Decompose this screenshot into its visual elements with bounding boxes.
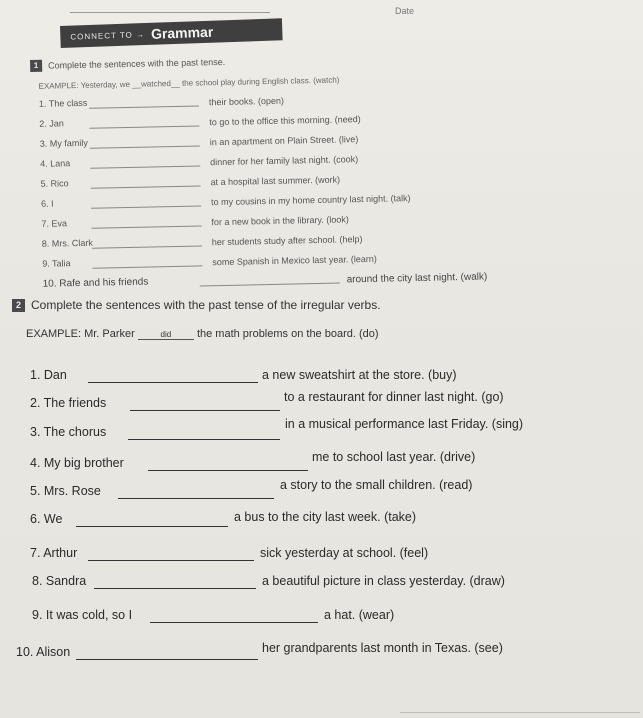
answer-blank[interactable] [130,410,280,411]
item-label: 8. Sandra [32,574,87,588]
item-text: to my cousins in my home country last night. (talk) [210,193,411,208]
item-label: 1. Dan [30,368,67,382]
item-text: to a restaurant for dinner last night. (go) [284,390,504,404]
answer-blank[interactable] [150,622,318,623]
item-label: 2. The friends [30,396,107,410]
item-text: in a musical performance last Friday. (sing) [285,417,524,431]
exercise-item [32,574,505,588]
item-label: 4. Lana [40,158,71,169]
section-2-number: 2 [12,299,25,312]
answer-blank[interactable] [148,470,308,471]
answer-blank[interactable] [91,205,201,208]
item-label: 2. Jan [39,118,64,129]
item-text: a hat. (wear) [324,608,395,622]
exercise-item [30,478,473,498]
answer-blank[interactable] [76,659,258,660]
answer-blank[interactable] [88,382,258,383]
item-label: 8. Mrs. Clark [41,237,93,249]
answer-blank[interactable] [92,245,202,248]
item-text: a bus to the city last week. (take) [234,510,417,524]
item-text: their books. (open) [208,95,285,108]
section-1 [30,48,595,299]
section-1-instruction: Complete the sentences with the past tense. [48,56,226,71]
item-text: dinner for her family last night. (cook) [210,154,359,168]
item-label: 10. Alison [16,645,71,659]
exercise-item [16,641,503,659]
item-label: 6. I [40,198,54,209]
item-text: to go to the office this morning. (need) [209,114,361,128]
item-text: her students study after school. (help) [211,234,363,248]
grammar-banner [60,18,283,48]
item-label: 6. We [30,512,63,526]
exercise-item [30,417,524,439]
item-label: 9. It was cold, so I [32,608,133,622]
item-label: 10. Rafe and his friends [42,276,149,290]
answer-blank[interactable] [76,526,228,527]
item-label: 5. Mrs. Rose [30,484,101,498]
banner-title: Grammar [150,23,214,42]
exercise-item [30,390,504,410]
answer-blank[interactable] [92,265,202,268]
answer-blank[interactable] [90,145,200,148]
section-2-example [26,328,632,340]
item-text: some Spanish in Mexico last year. (learn) [212,253,377,268]
item-label: 7. Eva [41,218,68,229]
answer-blank[interactable] [200,283,340,287]
example-suffix: the math problems on the board. (do) [196,328,379,340]
item-label: 1. The class [38,97,88,109]
answer-blank[interactable] [88,560,254,561]
item-label: 3. The chorus [30,425,107,439]
answer-blank[interactable] [94,588,256,589]
item-text: her grandparents last month in Texas. (see) [262,641,503,655]
exercise-item [30,546,429,560]
banner-small-text: CONNECT TO → [70,29,146,42]
item-label: 7. Arthur [30,546,78,560]
item-label: 5. Rico [40,178,69,189]
section-1-items [31,87,595,299]
item-text: a new sweatshirt at the store. (buy) [262,368,457,382]
item-text: around the city last night. (walk) [346,271,488,286]
item-label: 4. My big brother [30,456,124,470]
section-2-heading [12,298,632,312]
answer-blank[interactable] [89,125,199,128]
example-prefix: EXAMPLE: Mr. Parker [26,328,135,340]
example-answer: did [138,330,194,340]
item-text: for a new book in the library. (look) [211,214,349,228]
item-text: in an apartment on Plain Street. (live) [209,134,359,148]
item-text: sick yesterday at school. (feel) [260,546,429,560]
date-label: Date [395,6,415,16]
answer-blank[interactable] [91,185,201,188]
answer-blank[interactable] [118,498,274,499]
exercise-item [30,510,417,526]
section-1-heading [30,48,590,72]
section-2 [12,298,632,340]
page-edge-line [400,712,640,713]
answer-blank[interactable] [90,165,200,168]
item-text: me to school last year. (drive) [312,450,476,464]
answer-blank[interactable] [128,439,280,440]
exercise-item [30,450,476,470]
item-text: a beautiful picture in class yesterday. (draw) [262,574,505,588]
section-2-instruction: Complete the sentences with the past tense of the irregular verbs. [31,298,381,312]
answer-blank[interactable] [89,105,199,108]
item-label: 9. Talia [42,258,71,269]
name-line [70,12,270,13]
exercise-item [32,608,395,622]
exercise-item [30,368,457,382]
item-label: 3. My family [39,137,88,149]
item-text: at a hospital last summer. (work) [210,174,341,188]
section-1-number: 1 [30,60,42,72]
item-text: a story to the small children. (read) [280,478,473,492]
section-1-example: EXAMPLE: Yesterday, we __watched__ the school play during English class. (watch) [38,75,340,91]
answer-blank[interactable] [92,225,202,228]
